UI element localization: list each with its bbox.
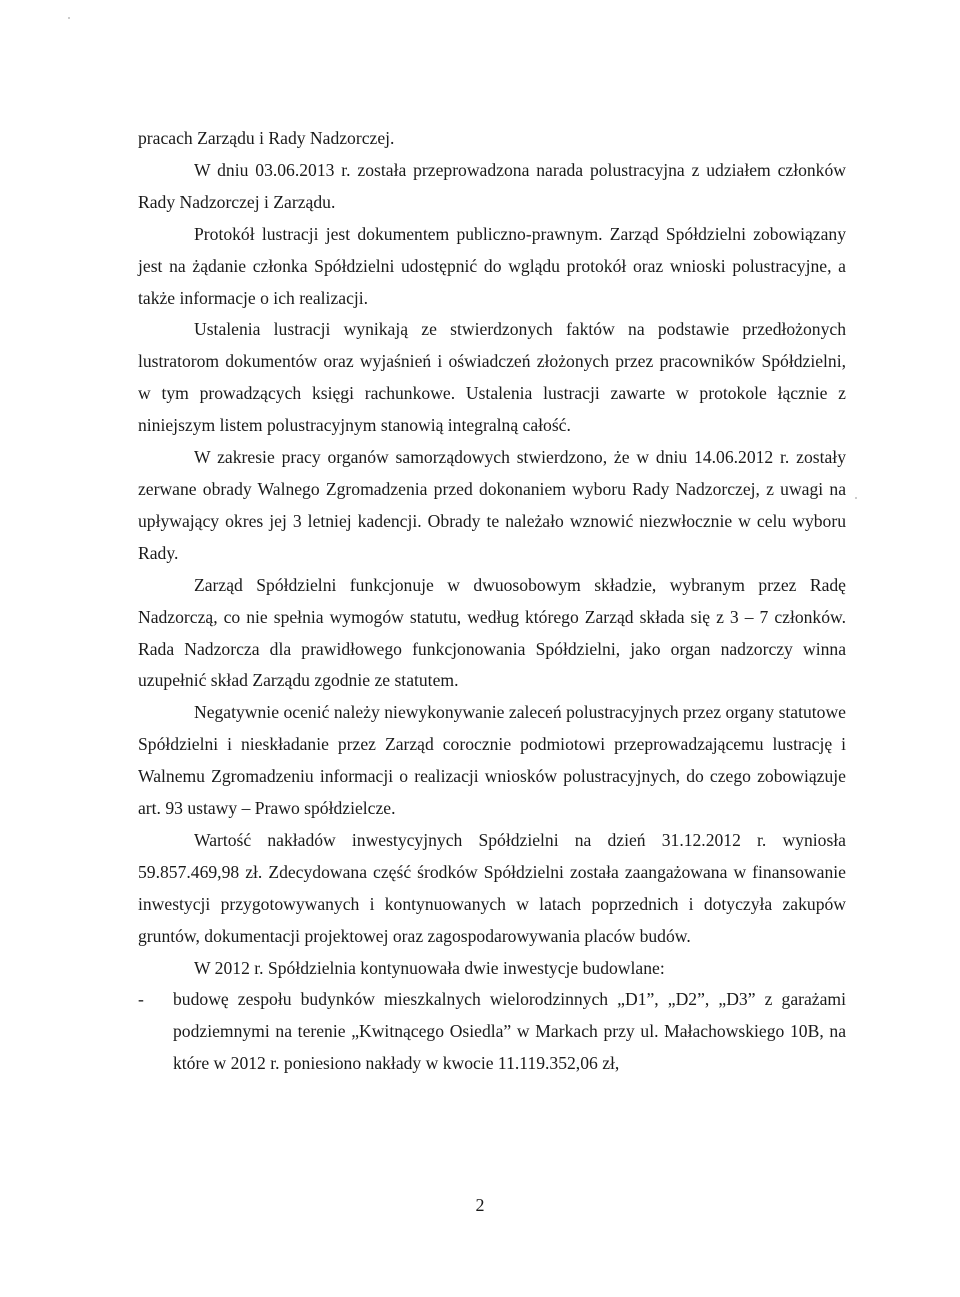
paragraph-inspection-findings: Ustalenia lustracji wynikają ze stwierdzonych faktów na podstawie przedłożonych lustratorom dokumentów oraz wyjaśnień i oświadczeń złożonych przez pracowników Spółdzielni, w tym prowadzących księgi rachunkowe. Ustalenia lustracji zawarte w protokole łącznie z niniejszym listem polustracyjnym stanowią integralną całość. <box>138 319 846 436</box>
paragraph-investment-outlays: Wartość nakładów inwestycyjnych Spółdzielni na dzień 31.12.2012 r. wyniosła 59.857.469,98 zł. Zdecydowana część środków Spółdzielni została zaangażowana w finansowanie inwestycji przygotowywanych i kontynuowanych w latach poprzednich i dotyczyła zakupów gruntów, dokumentacji projektowej oraz zagospodarowywania placów budów. <box>138 829 846 946</box>
scan-speck <box>68 17 70 19</box>
document-body <box>138 123 846 1080</box>
page-number: 2 <box>475 1195 485 1215</box>
paragraph-inspection-protocol: Protokół lustracji jest dokumentem publiczno-prawnym. Zarząd Spółdzielni zobowiązany jest na żądanie członka Spółdzielni udostępnić do wglądu protokół oraz wnioski polustracyjne, a także informacje o ich realizacji. <box>138 223 846 308</box>
paragraph-continuation: pracach Zarządu i Rady Nadzorczej. <box>138 128 395 148</box>
list-marker: - <box>138 989 144 1010</box>
list-item <box>138 984 846 1080</box>
list-item-text: budowę zespołu budynków mieszkalnych wielorodzinnych „D1”, „D2”, „D3” z garażami podziemnymi na terenie „Kwitnącego Osiedla” w Markach przy ul. Małachowskiego 10B, na które w 2012 r. poniesiono nakłady w kwocie 11.119.352,06 zł, <box>173 989 846 1074</box>
paragraph-recommendations: Negatywnie ocenić należy niewykonywanie zaleceń polustracyjnych przez organy statutowe Spółdzielni i nieskładanie przez Zarząd corocznie podmiotowi przeprowadzającemu lustrację i Walnemu Zgromadzeniu informacji o realizacji wniosków polustracyjnych, do czego zobowiązuje art. 93 ustawy – Prawo spółdzielcze. <box>138 702 846 819</box>
paragraph-investments-2012: W 2012 r. Spółdzielnia kontynuowała dwie inwestycje budowlane: <box>194 957 665 978</box>
paragraph-self-government-bodies: W zakresie pracy organów samorządowych stwierdzono, że w dniu 14.06.2012 r. zostały zerwane obrady Walnego Zgromadzenia przed dokonaniem wyboru Rady Nadzorczej, z uwagi na upływający okres jej 3 letniej kadencji. Obrady te należało wznowić niezwłocznie w celu wyboru Rady. <box>138 447 846 563</box>
scan-speck <box>855 497 857 499</box>
paragraph-management-board: Zarząd Spółdzielni funkcjonuje w dwuosobowym składzie, wybranym przez Radę Nadzorczą, co nie spełnia wymogów statutu, według którego Zarząd składa się z 3 – 7 członków. Rada Nadzorcza dla prawidłowego funkcjonowania Spółdzielni, jako organ nadzorczy winna uzupełnić skład Zarządu zgodnie ze statutem. <box>138 574 846 691</box>
paragraph-post-inspection-meeting: W dniu 03.06.2013 r. została przeprowadzona narada polustracyjna z udziałem członków Rady Nadzorczej i Zarządu. <box>138 159 846 212</box>
